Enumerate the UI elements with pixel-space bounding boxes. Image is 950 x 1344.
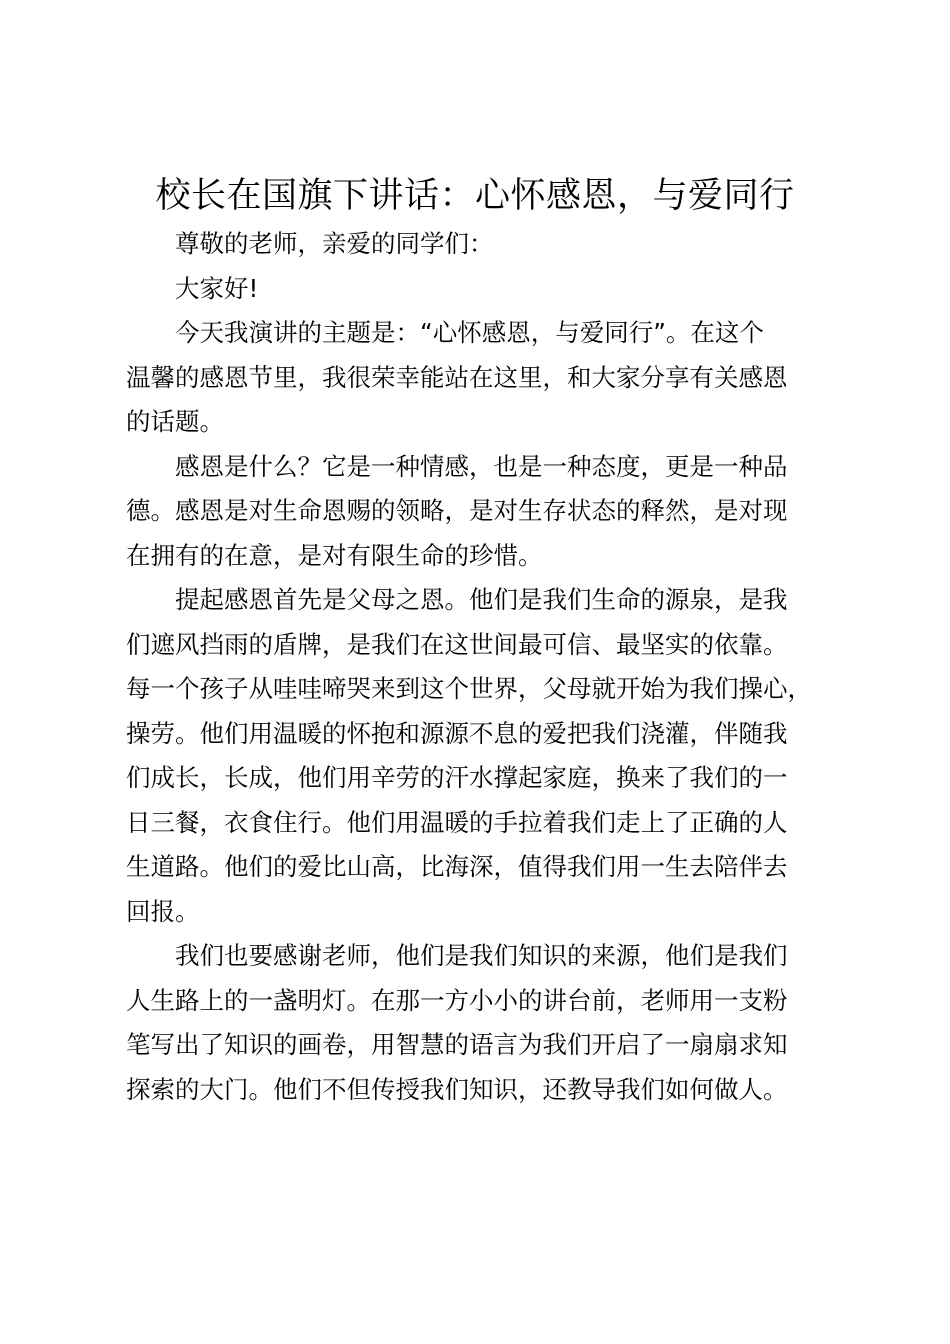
paragraph-line: 回报。: [126, 896, 200, 926]
paragraph-theme: [126, 311, 832, 445]
paragraph-line: 们遮风挡雨的盾牌，是我们在这世间最可信、最坚实的依靠。: [126, 629, 788, 659]
paragraph-line: 今天我演讲的主题是：“心怀感恩，与爱同行”。在这个: [175, 318, 764, 347]
paragraph-line: 探索的大门。他们不但传授我们知识，还教导我们如何做人。: [126, 1074, 788, 1104]
paragraph-what-is-gratitude: [126, 445, 832, 579]
paragraph-line: 每一个孩子从哇哇啼哭来到这个世界，父母就开始为我们操心，: [126, 674, 812, 703]
paragraph-line: 操劳。他们用温暖的怀抱和源源不息的爱把我们浇灌，伴随我: [126, 718, 788, 748]
paragraph-line: 生道路。他们的爱比山高，比海深，值得我们用一生去陪伴去: [126, 852, 788, 881]
paragraph-teachers: [126, 934, 832, 1112]
paragraph-line: 我们也要感谢老师，他们是我们知识的来源，他们是我们: [175, 941, 788, 970]
paragraph-line: 日三餐，衣食住行。他们用温暖的手拉着我们走上了正确的人: [126, 807, 788, 837]
paragraph-line: 们成长，长成，他们用辛劳的汗水撑起家庭，换来了我们的一: [126, 763, 788, 792]
document-body: [126, 222, 832, 1112]
paragraph-line: 德。感恩是对生命恩赐的领略，是对生存状态的释然，是对现: [126, 496, 788, 525]
paragraph-line: 感恩是什么？它是一种情感，也是一种态度，更是一种品: [175, 451, 788, 481]
document-title: 校长在国旗下讲话：心怀感恩，与爱同行: [155, 176, 795, 216]
greeting: 尊敬的老师，亲爱的同学们：: [175, 229, 494, 258]
paragraph-parents: [126, 578, 832, 934]
paragraph-line: 人生路上的一盏明灯。在那一方小小的讲台前，老师用一支粉: [126, 985, 788, 1015]
paragraph-line: 笔写出了知识的画卷，用智慧的语言为我们开启了一扇扇求知: [126, 1030, 788, 1059]
paragraph-line: 的话题。: [126, 407, 224, 436]
paragraph-line: 提起感恩首先是父母之恩。他们是我们生命的源泉，是我: [175, 585, 788, 614]
paragraph-line: 在拥有的在意，是对有限生命的珍惜。: [126, 540, 543, 570]
paragraph-line: 温馨的感恩节里，我很荣幸能站在这里，和大家分享有关感恩: [126, 362, 788, 392]
salutation: 大家好!: [175, 273, 259, 303]
